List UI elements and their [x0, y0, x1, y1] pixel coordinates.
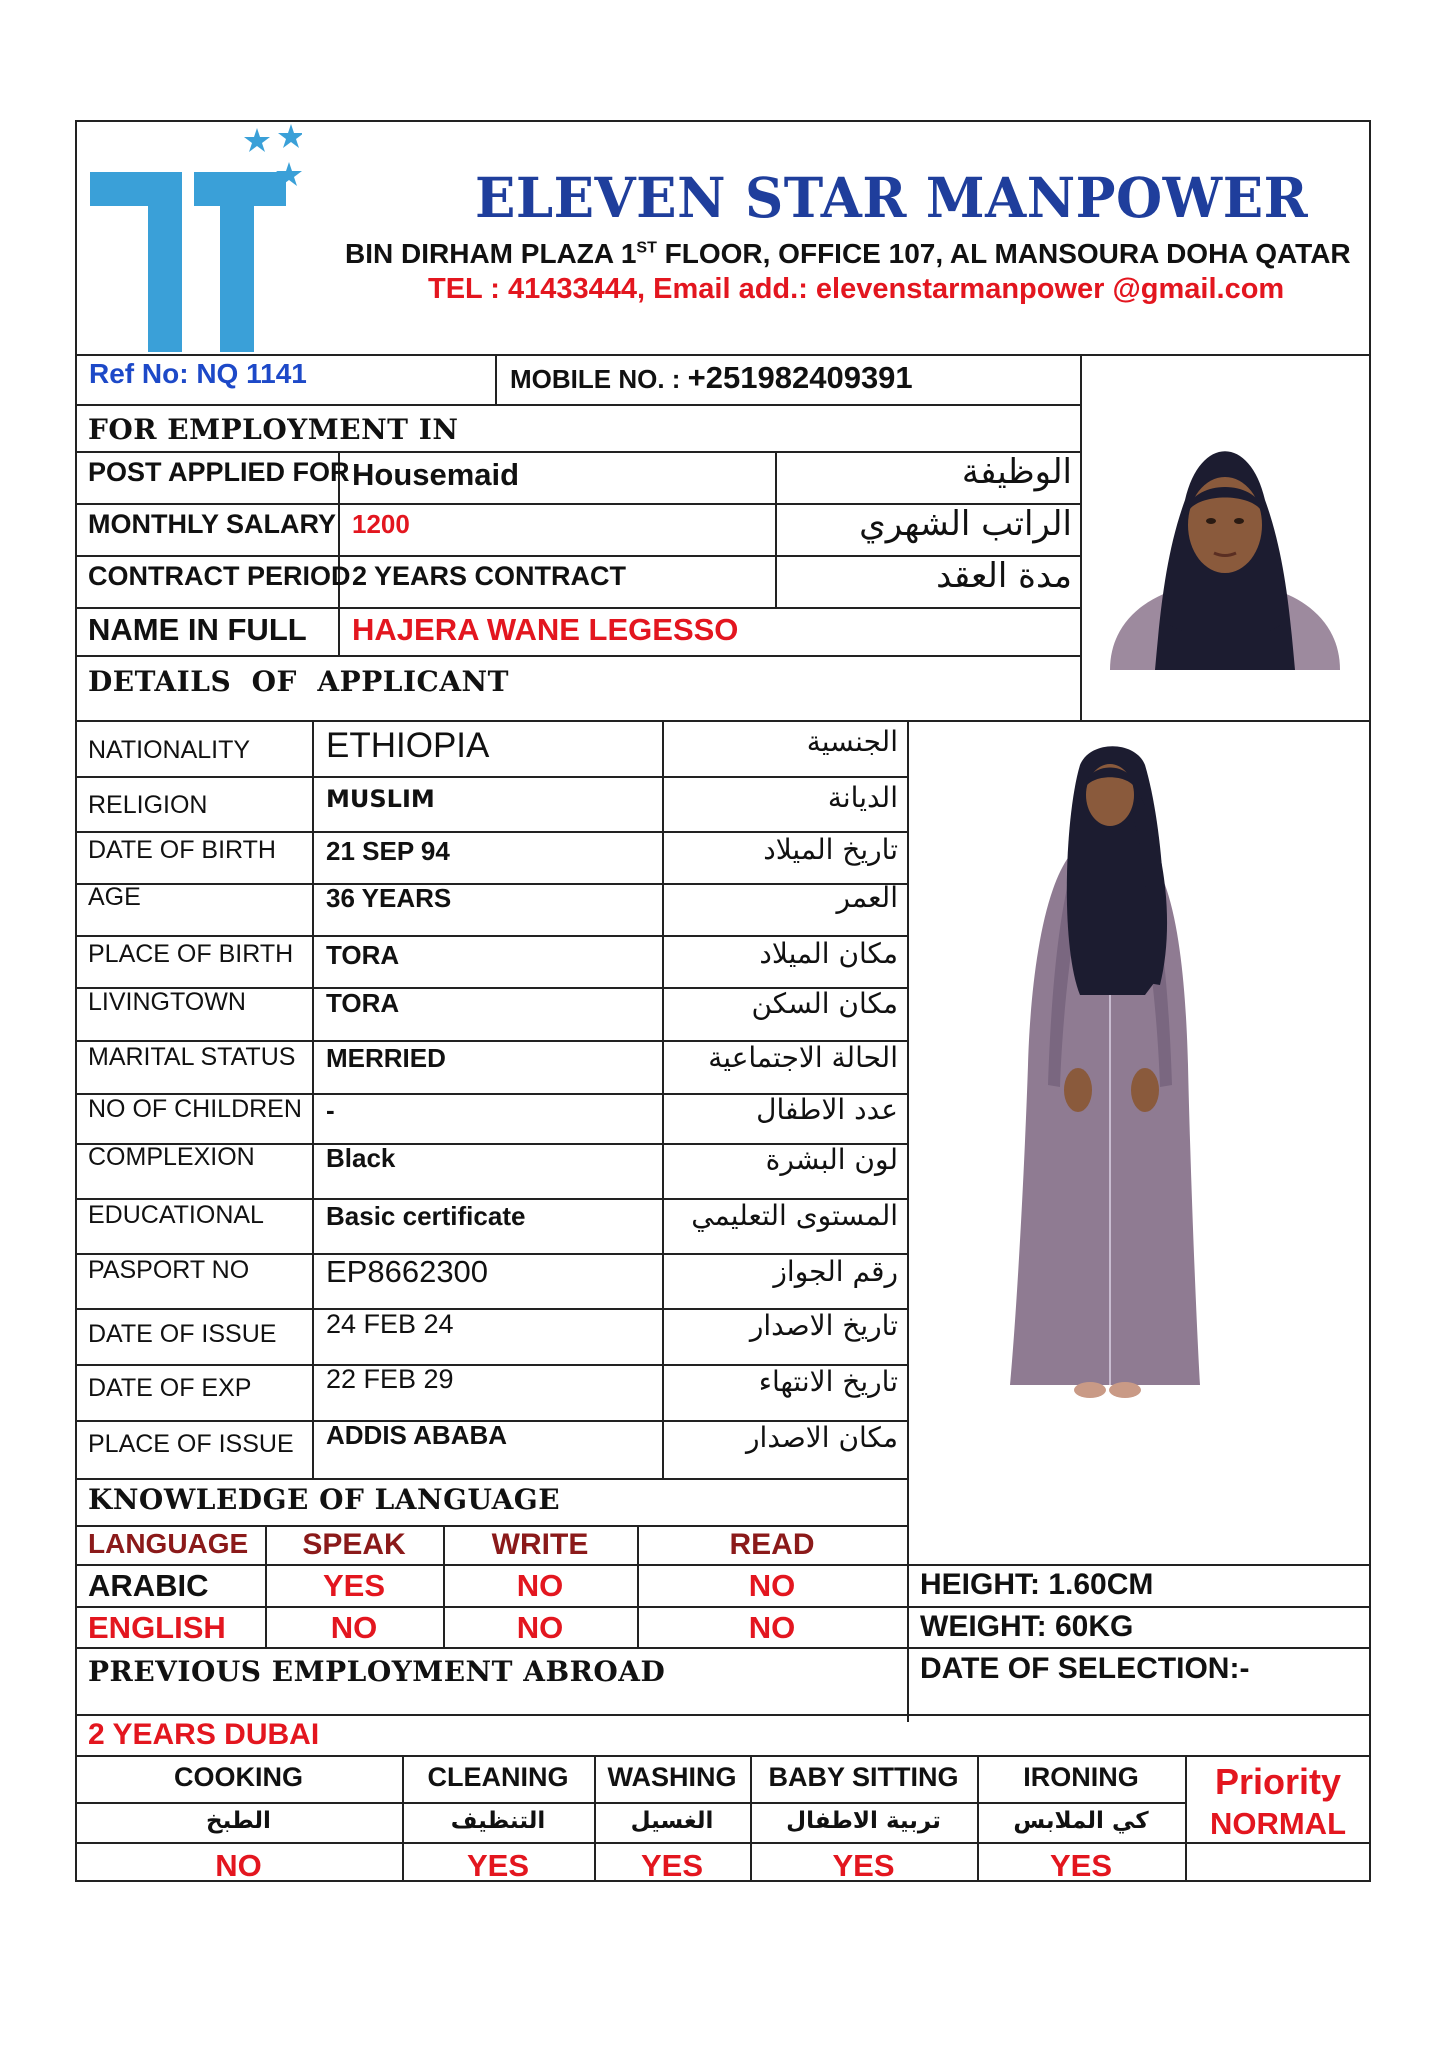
- detail-value: Basic certificate: [326, 1201, 526, 1231]
- language-name: ARABIC: [88, 1568, 209, 1603]
- language-name: ENGLISH: [88, 1610, 226, 1645]
- skill-value: YES: [1049, 1848, 1113, 1883]
- detail-label: EDUCATIONAL: [88, 1201, 264, 1229]
- detail-arabic: تاريخ الانتهاء: [758, 1365, 898, 1398]
- detail-label: PASPORT NO: [88, 1256, 250, 1284]
- speak-header: SPEAK: [302, 1528, 406, 1561]
- detail-arabic: الحالة الاجتماعية: [708, 1041, 898, 1074]
- company-name: ELEVEN STAR MANPOWER: [475, 165, 1309, 231]
- post-value: Housemaid: [352, 457, 520, 492]
- detail-label: MARITAL STATUS: [88, 1043, 296, 1071]
- name-label: NAME IN FULL: [88, 612, 307, 647]
- detail-arabic: الديانة: [827, 781, 898, 814]
- detail-arabic: تاريخ الميلاد: [763, 833, 898, 866]
- detail-arabic: الجنسية: [806, 725, 898, 758]
- detail-value: -: [326, 1095, 335, 1125]
- previous-employment-value: 2 YEARS DUBAI: [88, 1718, 320, 1751]
- detail-label: PLACE OF BIRTH: [88, 940, 294, 968]
- detail-value: MUSLIM: [326, 785, 435, 813]
- language-header: LANGUAGE: [88, 1528, 249, 1559]
- salary-value: 1200: [352, 509, 410, 539]
- detail-value: TORA: [326, 988, 400, 1018]
- skill-name: WASHING: [607, 1762, 737, 1792]
- skill-value: YES: [640, 1848, 704, 1883]
- company-address: BIN DIRHAM PLAZA 1ST FLOOR, OFFICE 107, AL MANSOURA DOHA QATAR: [345, 238, 1351, 269]
- weight-value: WEIGHT: 60KG: [920, 1610, 1134, 1643]
- skill-name: CLEANING: [427, 1762, 569, 1792]
- detail-value: TORA: [326, 940, 400, 970]
- detail-arabic: عدد الاطفال: [756, 1093, 898, 1126]
- skill-name: BABY SITTING: [768, 1762, 959, 1792]
- speak-value: NO: [330, 1610, 378, 1645]
- write-value: NO: [516, 1610, 564, 1645]
- detail-label: RELIGION: [88, 791, 208, 819]
- detail-label: COMPLEXION: [88, 1143, 255, 1171]
- detail-label: AGE: [88, 883, 141, 911]
- skill-arabic: تربية الاطفال: [786, 1808, 941, 1834]
- detail-arabic: تاريخ الاصدار: [749, 1309, 898, 1342]
- detail-label: NATIONALITY: [88, 736, 251, 764]
- detail-label: DATE OF ISSUE: [88, 1320, 277, 1348]
- applicant-portrait-photo: [1100, 405, 1350, 670]
- company-contact: TEL : 41433444, Email add.: elevenstarmanpower @gmail.com: [428, 273, 1285, 305]
- detail-label: LIVINGTOWN: [88, 988, 246, 1016]
- skill-value: YES: [832, 1848, 895, 1883]
- previous-employment-heading: PREVIOUS EMPLOYMENT ABROAD: [88, 1655, 666, 1688]
- speak-value: YES: [322, 1568, 386, 1603]
- salary-arabic: الراتب الشهري: [859, 504, 1072, 544]
- contract-label: CONTRACT PERIOD: [88, 561, 351, 591]
- selection-date: DATE OF SELECTION:-: [920, 1652, 1250, 1685]
- detail-label: NO OF CHILDREN: [88, 1095, 302, 1123]
- detail-value: 21 SEP 94: [326, 836, 450, 866]
- read-value: NO: [748, 1568, 796, 1603]
- post-arabic: الوظيفة: [961, 452, 1072, 492]
- logo-eleven-mark: [90, 172, 286, 352]
- detail-label: DATE OF EXP: [88, 1374, 252, 1402]
- skill-arabic: التنظيف: [450, 1808, 546, 1834]
- detail-value: Black: [326, 1143, 396, 1173]
- detail-arabic: مكان الاصدار: [746, 1421, 898, 1454]
- height-value: HEIGHT: 1.60CM: [920, 1568, 1154, 1601]
- detail-value: 24 FEB 24: [326, 1309, 454, 1339]
- read-header: READ: [729, 1528, 815, 1561]
- detail-value: EP8662300: [326, 1254, 489, 1289]
- applicant-full-body-photo: [1000, 735, 1230, 1415]
- read-value: NO: [748, 1610, 796, 1645]
- skill-value: NO: [215, 1848, 262, 1883]
- priority-label: Priority: [1214, 1761, 1342, 1802]
- detail-arabic: لون البشرة: [765, 1143, 898, 1176]
- priority-value: NORMAL: [1209, 1806, 1347, 1841]
- detail-arabic: المستوى التعليمي: [691, 1199, 898, 1232]
- detail-value: 22 FEB 29: [326, 1364, 454, 1394]
- skill-name: IRONING: [1023, 1762, 1139, 1792]
- detail-value: ETHIOPIA: [326, 726, 490, 765]
- detail-arabic: مكان الميلاد: [759, 937, 898, 970]
- mobile-number: MOBILE NO. : +251982409391: [510, 360, 913, 395]
- skill-arabic: الغسيل: [630, 1808, 714, 1834]
- skill-name: COOKING: [173, 1762, 303, 1792]
- name-value: HAJERA WANE LEGESSO: [352, 612, 739, 647]
- employment-heading: FOR EMPLOYMENT IN: [88, 413, 459, 446]
- detail-arabic: مكان السكن: [751, 987, 898, 1020]
- detail-arabic: رقم الجواز: [773, 1255, 898, 1288]
- contract-value: 2 YEARS CONTRACT: [352, 561, 627, 591]
- write-header: WRITE: [491, 1528, 589, 1561]
- detail-value: ADDIS ABABA: [326, 1420, 508, 1450]
- salary-label: MONTHLY SALARY: [88, 509, 337, 539]
- detail-label: DATE OF BIRTH: [88, 836, 276, 864]
- contract-arabic: مدة العقد: [936, 556, 1072, 596]
- detail-arabic: العمر: [836, 881, 898, 914]
- detail-label: PLACE OF ISSUE: [88, 1430, 294, 1458]
- ref-number: Ref No: NQ 1141: [89, 358, 307, 389]
- post-label: POST APPLIED FOR: [88, 457, 350, 487]
- detail-value: MERRIED: [326, 1043, 446, 1073]
- write-value: NO: [516, 1568, 564, 1603]
- skill-arabic: كي الملابس: [1013, 1808, 1149, 1834]
- details-heading: DETAILS OF APPLICANT: [88, 665, 509, 698]
- skill-value: YES: [466, 1848, 530, 1883]
- skill-arabic: الطبخ: [206, 1808, 271, 1834]
- language-heading: KNOWLEDGE OF LANGUAGE: [88, 1483, 561, 1516]
- detail-value: 36 YEARS: [326, 883, 452, 913]
